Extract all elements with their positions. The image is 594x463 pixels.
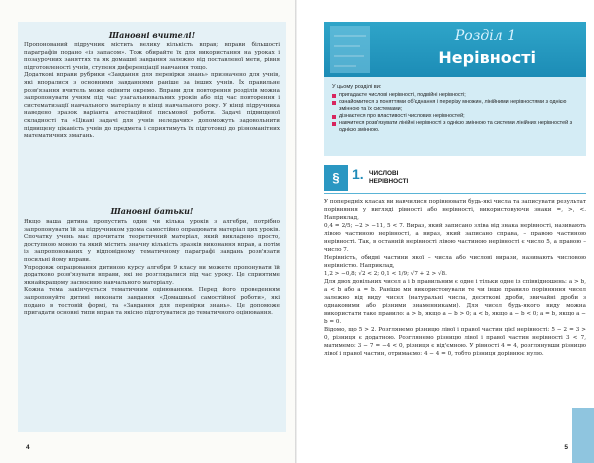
section-number: 1.: [352, 166, 364, 182]
intro-item: ознайомитеся з поняттями об'єднання і перерізу множин, лінійними нерівностями з однією змінною та їх системами;: [332, 99, 582, 113]
formula-decoration-icon: [330, 26, 370, 73]
chapter-intro: [324, 77, 586, 156]
section-title: [369, 170, 408, 186]
section-divider: [324, 193, 586, 194]
intro-item: пригадаєте числові нерівності, подвійні нерівності;: [332, 92, 582, 99]
right-page: [297, 0, 594, 463]
chapter-header: [324, 22, 586, 77]
section-badge: §: [324, 165, 348, 191]
section-title-line2: НЕРІВНОСТІ: [369, 178, 409, 185]
parents-text: Якщо ваша дитина пропустить один чи кілька уроків з алгебри, потрібно запропонувати їй за підручником удома самостійно опрацювати матеріал цих уроків. Спочатку учень має прочитати теоретичний матеріал, який викладено просто, доступною мовою та який містить значну кількість зразків виконання вправ, а потім із запропонованих у відповідному тематичному параграфі завдань розв'язати посильні йому вправи. Упродовж опрацювання дитиною курсу алгебри 9 класу ви можете пропонувати їй додатково розв'язувати вправи, які не розглядалися під час уроку. Це сприятиме якнайкращому засвоєнню навчального матеріалу. Кожна тема закінчується тематичним оцінюванням. Перед його проведенням запропонуйте дитині виконати завдання «Домашньої самостійної роботи», які подано в тестовій формі, та «Завдання для перевірки знань». Це допоможе пригадати основні типи вправ та якісно підготуватися до тематичного оцінювання.: [24, 219, 280, 317]
advice-panel: [18, 22, 286, 432]
intro-lead: У цьому розділі ви:: [332, 84, 382, 90]
page-edge-tab: [572, 408, 594, 463]
left-page: [0, 0, 296, 463]
chapter-title: Нерівності: [438, 48, 536, 67]
intro-list: [332, 92, 582, 133]
page-number-right: 5: [564, 444, 568, 451]
page-number-left: 4: [26, 444, 30, 451]
section-title-line1: ЧИСЛОВІ: [369, 170, 399, 177]
intro-item: дізнаєтеся про властивості числових нерівностей;: [332, 113, 582, 120]
chapter-label: Розділ 1: [454, 28, 516, 44]
section-body: У попередніх класах ви навчилися порівнювати будь-які числа та записувати результат порівняння у вигляді рівності або нерівності, використовуючи знаки =, >, <. Наприклад, 0,4 = 2/5; −2 > −11, 5 < 7. Вираз, який записано зліва від знака нерівності, називають лівою частиною нерівності, а вираз, який записано справа, – правою частиною нерівності. Так, в останній нерівності лівою частиною нерівності є число 5, а правою – число 7. Нерівність, обидві частини якої – числа або числові вирази, називають числовою нерівністю. Наприклад, 1,2 > −0,8; √2 < 2; 0,1 < 1/9; √7 + 2 > √8. Для двох довільних чисел a і b правильним є одне і тільки одне із співвідношень: a > b, a < b або a = b. Раніше ми використовували те чи інше правило порівняння чисел залежно від виду чисел (натуральні числа, десяткові дроби, звичайні дроби з однаковими або різними знаменниками). Для чисел будь-якого виду можна використати таке правило: a > b, якщо a − b > 0; a < b, якщо a − b < 0; a = b, якщо a − b = 0. Відомо, що 5 > 2. Розглянемо різницю лівої і правої частин цієї нерівності: 5 − 2 = 3 > 0, різниця є додатною. Розглянемо різницю лівої і правої частин нерівності 3 < 7, матимемо: 3 − 7 = −4 < 0, різниця є від'ємною. У рівності 4 = 4, розглянувши різницю лівої і правої частин, отримаємо: 4 − 4 = 0, тобто різниця дорівнює нулю.: [324, 199, 586, 357]
teachers-text: Пропонований підручник містить велику кількість вправ; вправи більшості параграфів подано «із запасом». Тож обирайте їх для використання на уроках і позаурочних заняттях та як домашні завдання залежно від поставленої мети, рівня підготовленості учнів, ступеня диференціації навчання тощо. Додаткові вправи рубрики «Завдання для перевірки знань» призначено для учнів, які впоралися з основними завданнями раніше за інших учнів. Їх правильне розв'язання вчитель може оцінити окремо. Вправи для повторення розділів можна запропонувати учням під час узагальнювальних уроків або під час повторення і систематизації навчального матеріалу в кінці навчального року. У кінці підручника наведено зразок варіанта атестаційної письмової роботи. Задачі підвищеної складності та «Цікаві задачі для учнів неледачих» допоможуть задовольнити підвищену цікавість учнів до предмета і сприятимуть їх підготовці до різноманітних математичних змагань.: [24, 42, 280, 140]
parents-title: Шановні батьки!: [110, 206, 194, 216]
intro-item: навчитеся розв'язувати лінійні нерівності з однією змінною та системи лінійних нерівностей з однією змінною.: [332, 120, 582, 134]
teachers-title: Шановні вчителі!: [108, 30, 196, 40]
